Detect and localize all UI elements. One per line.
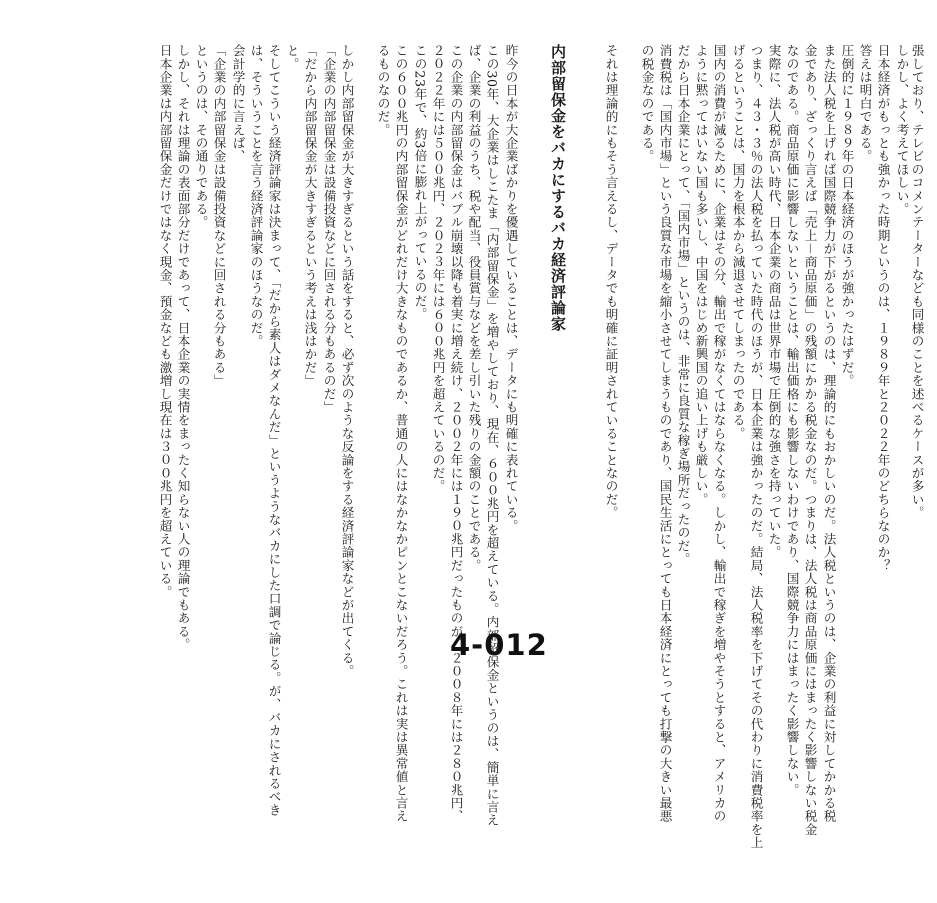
text-column: そしてこういう経済評論家は決まって、「だから素人はダメなんだ」というようなバカにした口調で論じる。が、バカにされるべき xyxy=(266,44,282,817)
text-column: ２０２２年には５００兆円、２０２３年には６００兆円を超えているのだ。 xyxy=(430,44,446,493)
text-column: 国内の消費が減るために、企業はその分、輸出で稼がなくてはならなくなる。しかし、輸出で稼ぎを増やそうとすると、アメリカの xyxy=(711,44,727,823)
text-column: なのである。商品原価に影響しないということは、輸出価格にも影響しないわけであり、国際競争力にはまったく影響しない。 xyxy=(784,44,800,797)
text-column: 「企業の内部留保金は設備投資などに回される分もある」 xyxy=(211,44,227,388)
text-column: 日本経済がもっとも強かった時期というのは、１９８９年と２０２２年のどちらなのか？ xyxy=(875,44,891,572)
page-number: 4-012 xyxy=(450,628,548,662)
text-column: 実際に、法人税が高い時代、日本企業の商品は世界市場で圧倒的な強さを持っていた。 xyxy=(766,44,782,559)
text-column: つまり、４３・３％の法人税を払っていた時代のほうが、日本企業は強かったのだ。結局、法人税率を下げてその代わりに消費税率を上 xyxy=(748,44,764,850)
article-heading: 内部留保金をバカにするバカ経済評論家 xyxy=(549,44,567,332)
text-column: は、そういうことを言う経済評論家のほうなのだ。 xyxy=(248,44,264,348)
text-column: と。 xyxy=(284,44,300,71)
text-column: 圧倒的に１９８９年の日本経済のほうが強かったはずだ。 xyxy=(839,44,855,388)
text-column: というのは、その通りである。 xyxy=(193,44,209,229)
text-column: 会計学的に言えば、 xyxy=(230,44,246,163)
text-column: しかし内部留保金が大きすぎるという話をすると、必ず次のような反論をする経済評論家などが出てくる。 xyxy=(339,44,355,678)
text-column: 消費税は「国内市場」という良質な市場を縮小させてしまうものであり、国民生活にとっても日本経済にとっても打撃の大きい最悪 xyxy=(657,44,673,823)
text-column: この６００兆円の内部留保金がどれだけ大きなものであるか、普通の人にはなかなかピンとこないだろう。これは実は異常値と言え xyxy=(393,44,409,823)
text-column: しかし、よく考えてほしい。 xyxy=(894,44,910,216)
text-column: しかし、それは理論の表面部分だけであって、日本企業の実情をまったく知らない人の理論でもある。 xyxy=(175,44,191,652)
text-column: 金であり、ざっくり言えば「売上－商品原価」の残額にかかる税金なのだ。つまりは、法人税は商品原価にはまったく影響しない税金 xyxy=(802,44,818,836)
text-column: この23年で、約3倍に膨れ上がっているのだ。 xyxy=(412,44,428,321)
text-column: の税金なのである。 xyxy=(639,44,655,163)
text-column: ば、企業の利益のうち、税や配当、役員賞与などを差し引いた残りの金額のことである。 xyxy=(466,44,482,572)
text-column: 「だから内部留保金が大きすぎるという考えは浅はかだ」 xyxy=(302,44,318,388)
text-column: また法人税を上げれば国際競争力が下がるというのは、理論的にもおかしいのだ。法人税というのは、企業の利益に対してかかる税 xyxy=(821,44,837,823)
text-column: この30年、大企業はしこたま「内部留保金」を増やしており、現在、６００兆円を超えている。内部留保金というのは、簡単に言え xyxy=(484,44,500,827)
text-column: 昨今の日本が大企業ばかりを優遇していることは、データにも明確に表れている。 xyxy=(503,44,519,533)
text-column: げるということは、国力を根本から減退させてしまったのである。 xyxy=(730,44,746,440)
text-column: 「企業の内部留保金は設備投資などに回される分もあるのだ」 xyxy=(321,44,337,414)
text-column: 張しており、テレビのコメンテーターなども同様のことを述べるケースが多い。 xyxy=(909,44,925,520)
text-column: だから日本企業にとって、「国内市場」というのは、非常に良質な稼ぎ場所だったのだ。 xyxy=(675,44,691,566)
text-column: ように黙ってはいない国も多いし、中国をはじめ新興国の追い上げも厳しい。 xyxy=(693,44,709,506)
text-column: 答えは明白である。 xyxy=(857,44,873,163)
text-column: るものなのだ。 xyxy=(375,44,391,137)
text-column: 日本企業は内部留保金だけではなく現金、預金なども激増し現在は３００兆円を超えている。 xyxy=(157,44,173,599)
text-column: この企業の内部留保金はバブル崩壊以降も着実に増え続け、２００２年には１９０兆円だったものが、２００８年には２８０兆円、 xyxy=(448,44,464,823)
text-column: それは理論的にもそう言えるし、データでも明確に証明されていることなのだ。 xyxy=(603,44,619,520)
